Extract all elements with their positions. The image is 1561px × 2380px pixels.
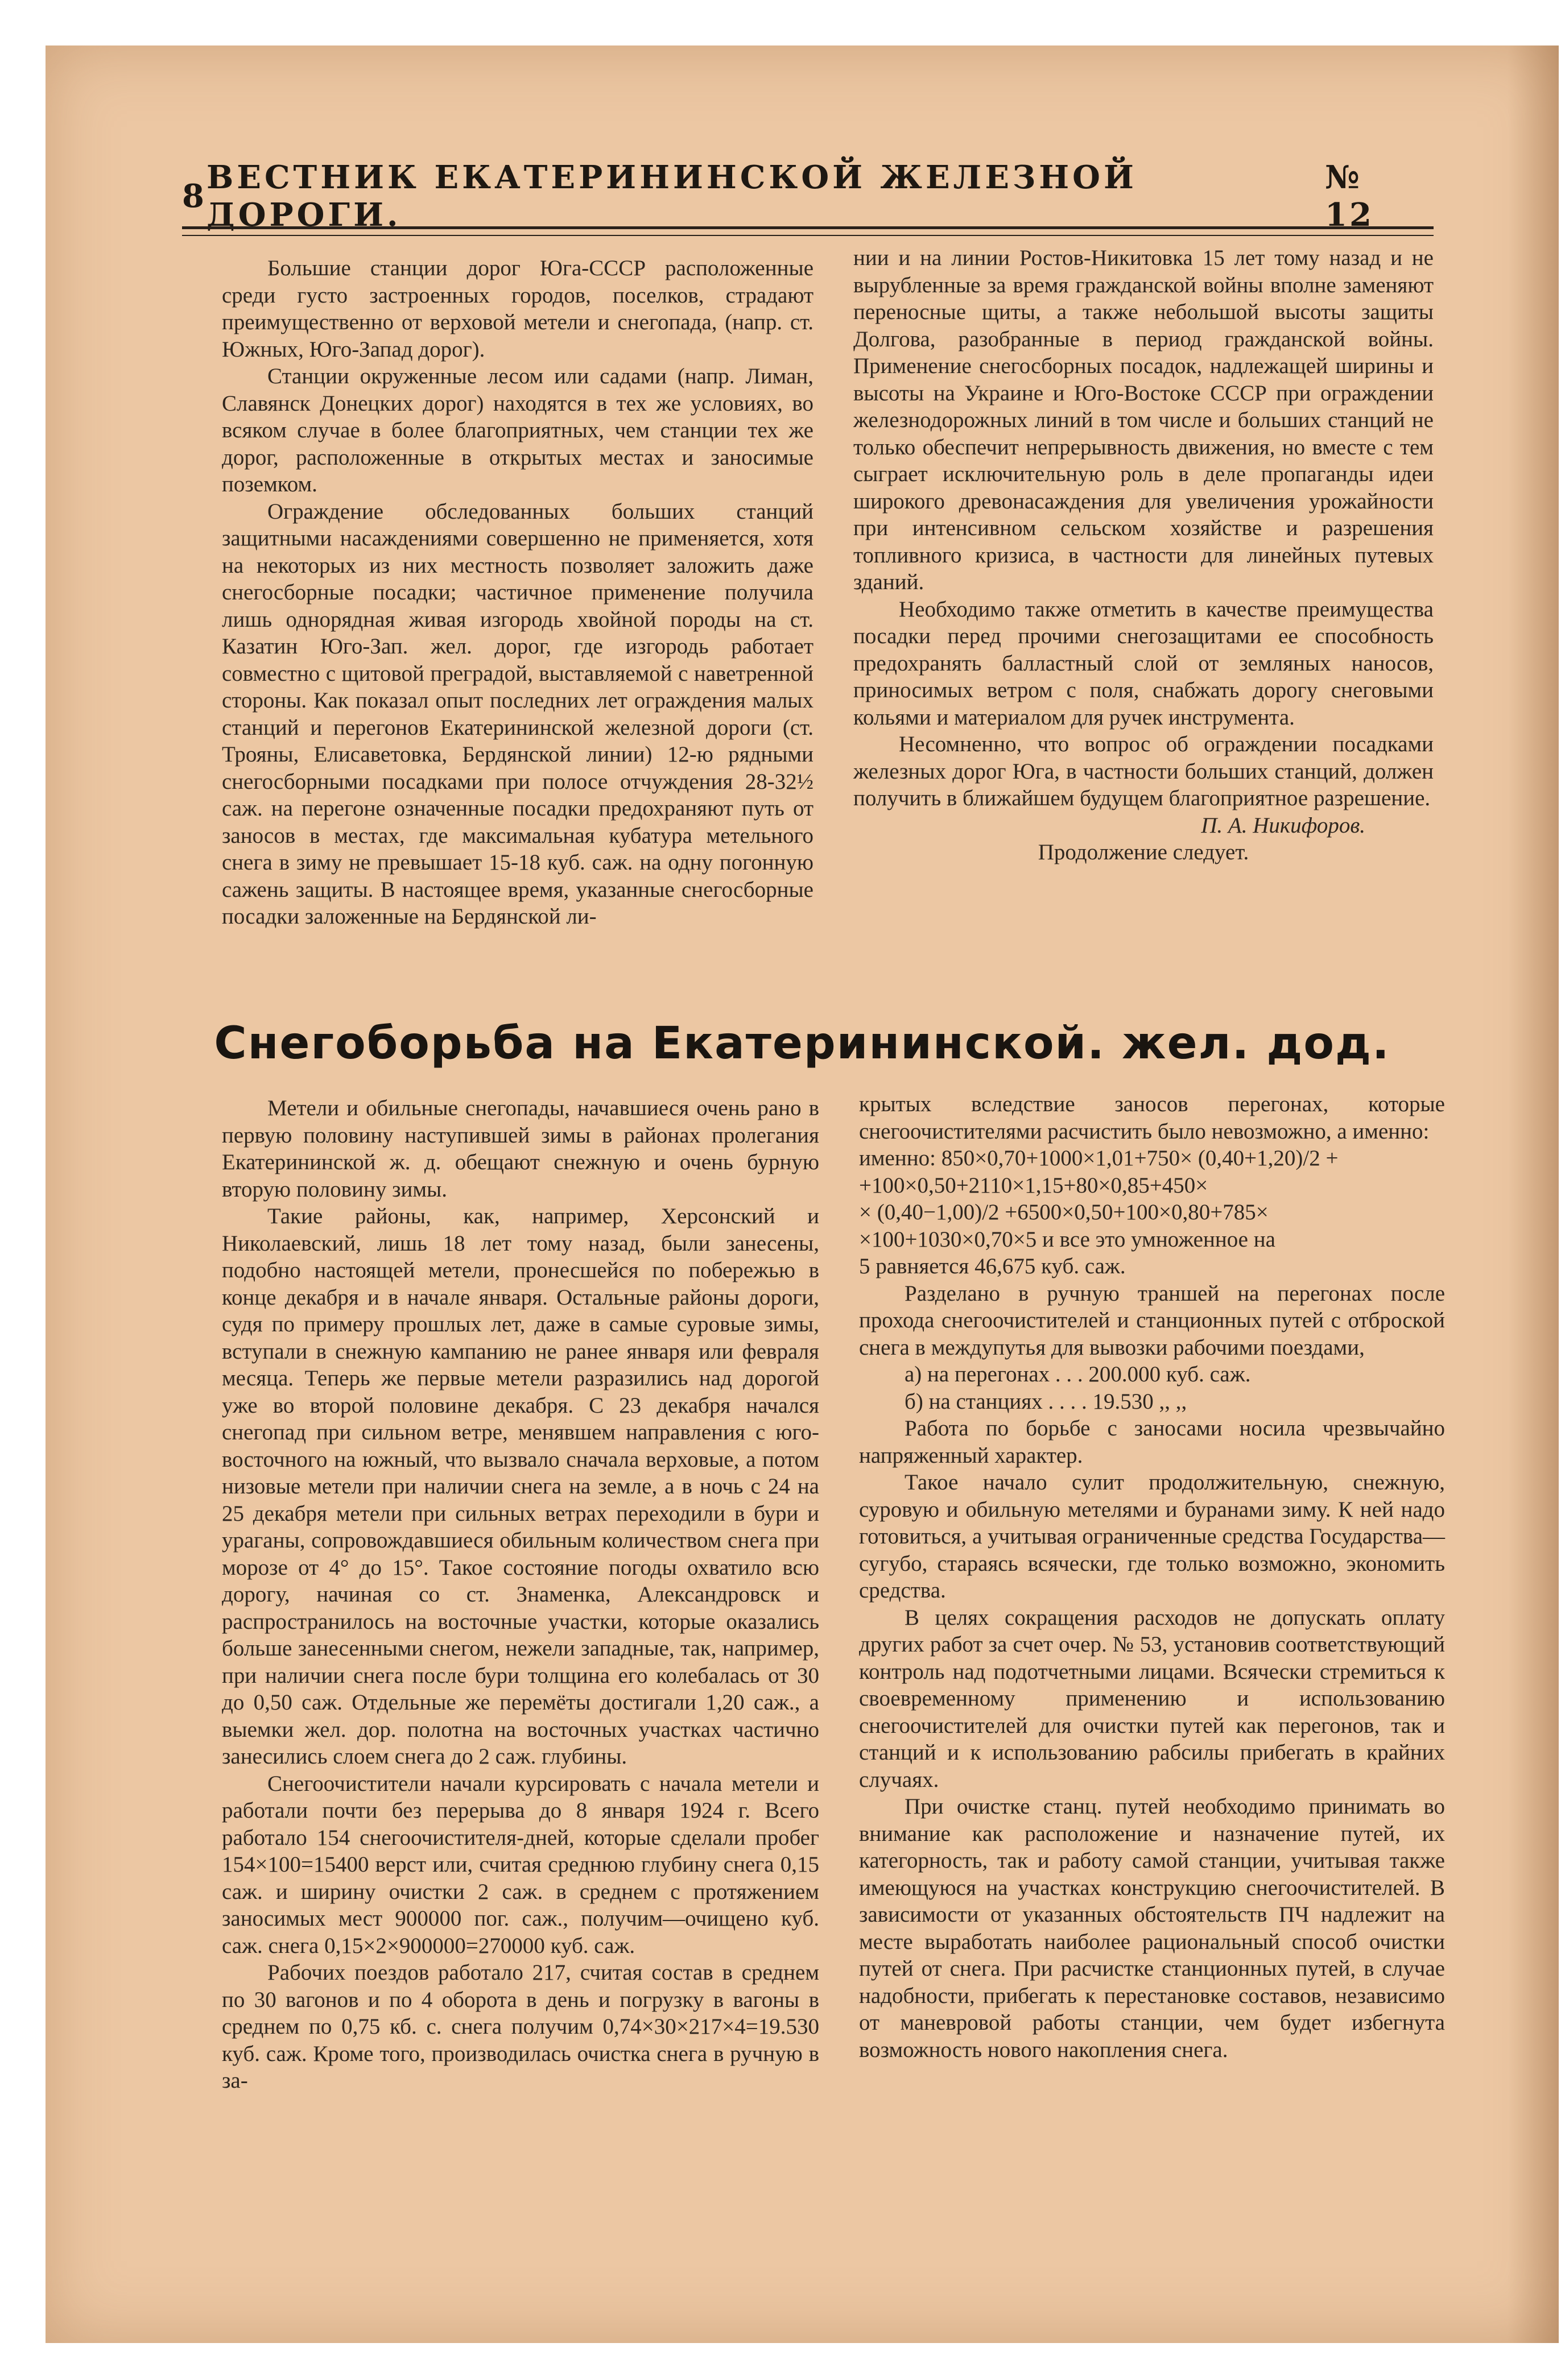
article1-right-column — [853, 245, 1434, 866]
article2-paragraph: Рабочих поездов работало 217, считая состав в среднем по 30 вагонов и по 4 оборота в день и погрузку в вагоны в среднем по 0,75 кб. с. снега получим 0,74×30×217×4=19.530 куб. саж. Кроме того, производилась очистка снега в ручную в за- — [222, 1960, 819, 2093]
article2-headline: Снегоборьба на Екатерининской. жел. дод. — [214, 1018, 1390, 1069]
article1-paragraph: Необходимо также отметить в качестве преимущества посадки перед прочими снегозащитами ее способность предохранять балластный слой от земляных наносов, приносимых ветром с поля, снабжать дорогу снеговыми кольями и материалом для ручек инструмента. — [853, 597, 1434, 730]
amount-line: б) на станциях . . . . 19.530 ,, ,, — [905, 1389, 1187, 1414]
equation-result: 5 равняется 46,675 куб. саж. — [859, 1254, 1126, 1278]
article1-paragraph: нии и на линии Ростов-Никитовка 15 лет тому назад и не вырубленные за время гражданской войны вполне заменяют переносные щиты, а также небольшой высоты защиты Долгова, разобранные в период гражданской войны. Применение снегосборных посадок, надлежащей ширины и высоты на Украине и Юго-Востоке СССР при ограждении железнодорожных линий в том числе и больших станций не только обеспечит непрерывность движения, но вместе с тем сыграет исключительную роль в деле пропаганды идеи широкого древонасаждения для увеличения урожайности при интенсивном сельском хозяйстве и разрешения топливного кризиса, в частности для линейных путевых зданий. — [853, 246, 1434, 594]
amount-line: а) на перегонах . . . 200.000 куб. саж. — [905, 1362, 1251, 1386]
header-rule — [182, 226, 1434, 236]
article2-paragraph: Метели и обильные снегопады, начавшиеся очень рано в первую половину наступившей зимы в районах пролегания Екатерининской ж. д. обещают снежную и очень бурную вторую половину зимы. — [222, 1096, 819, 1202]
page-fold-shadow — [1508, 45, 1559, 2343]
article2-left-column — [222, 1095, 819, 2095]
author-signature: П. А. Никифоров. — [1201, 813, 1365, 838]
article2-paragraph: При очистке станц. путей необходимо принимать во внимание как расположение и назначение путей, их категорность, так и работу самой станции, учитывая также имеющуюся на участках конструкцию снегоочистителей. В зависимости от указанных обстоятельств ПЧ надлежит на месте выработать наиболее рациональный способ очистки путей от снега. При расчистке станционных путей, в случае надобности, прибегать к перестановке составов, независимо от маневровой работы станции, чем будет избегнута возможность нового накопления снега. — [859, 1794, 1445, 2062]
equation-line: именно: 850×0,70+1000×1,01+750× (0,40+1,20)/2 + — [859, 1146, 1339, 1170]
article2-paragraph: В целях сокращения расходов не допускать оплату других работ за счет очер. № 53, установив соответствующий контроль над подотчетными лицами. Всячески стремиться к своевременному применению и использованию снегоочистителей для очистки путей как перегонов, так и станций и к использованию рабсилы прибегать в крайних случаях. — [859, 1605, 1445, 1792]
page-number: 8 — [182, 177, 207, 215]
equation-line: ×100+1030×0,70×5 и все это умноженное на — [859, 1227, 1275, 1252]
issue-number: № 12 — [1325, 159, 1374, 234]
equation-line: × (0,40−1,00)/2 +6500×0,50+100×0,80+785× — [859, 1200, 1269, 1224]
newspaper-title: ВЕСТНИК ЕКАТЕРИНИНСКОЙ ЖЕЛЕЗНОЙ ДОРОГИ. — [206, 159, 1137, 234]
article1-paragraph: Большие станции дорог Юга-СССР расположенные среди густо застроенных городов, поселков, страдают преимущественно от верховой метели и снегопада, (напр. ст. Южных, Юго-Запад дорог). — [222, 256, 813, 362]
article2-paragraph: Такое начало сулит продолжительную, снежную, суровую и обильную метелями и буранами зиму. К ней надо готовиться, а учитывая ограниченные средства Государства—сугубо, стараясь всячески, где только возможно, экономить средства. — [859, 1470, 1445, 1603]
article1-paragraph: Станции окруженные лесом или садами (напр. Лиман, Славянск Донецких дорог) находятся в тех же условиях, во всяком случае в более благоприятных, чем станции тех же дорог, расположенные в открытых местах и заносимые поземком. — [222, 364, 813, 496]
article2-intro: крытых вследствие заносов перегонах, которые снегоочистителями расчистить было невозможно, а именно: — [859, 1092, 1445, 1144]
article2-paragraph: Такие районы, как, например, Херсонский и Николаевский, лишь 18 лет тому назад, были занесены, подобно настоящей метели, пронесшейся по побережью в конце декабря и в начале января. Остальные районы дороги, судя по примеру прошлых лет, даже в самые суровые зимы, вступали в снежную кампанию не ранее января или февраля месяца. Теперь же первые метели разразились над дорогой уже во второй половине декабря. С 23 декабря начался снегопад при сильном ветре, менявшем направления с юго-восточного на южный, что вызвало сначала верховые, а потом низовые метели при наличии снега на земле, а в ночь с 24 на 25 декабря метели при сильных ветрах переходили в бури и ураганы, сопровождавшиеся обильным количеством снега при морозе от 4° до 15°. Такое состояние погоды охватило всю дорогу, начиная со ст. Знаменка, Александровск и распространилось на восточные участки, которые оказались больше занесенными снегом, нежели западные, так, например, при наличии снега после бури толщина его колебалась от 30 до 0,50 саж. Отдельные же перемёты достигали 1,20 саж., а выемки жел. дор. полотна на восточных участках частично занесились слоем снега до 2 саж. глубины. — [222, 1204, 819, 1769]
equation-line: +100×0,50+2110×1,15+80×0,85+450× — [859, 1173, 1208, 1198]
article2-right-column — [859, 1091, 1445, 2063]
page-header — [182, 159, 1422, 234]
article1-left-column — [222, 255, 813, 930]
article1-paragraph: Несомненно, что вопрос об ограждении посадками железных дорог Юга, в частности больших станций, должен получить в ближайшем будущем благоприятное разрешение. — [853, 732, 1434, 810]
article1-paragraph: Ограждение обследованных больших станций защитными насаждениями совершенно не применяется, хотя на некоторых из них местность позволяет заложить даже снегосборные посадки; частичное применение получила лишь однорядная живая изгородь хвойной породы на ст. Казатин Юго-Зап. жел. дорог, где изгородь работает совместно с щитовой преградой, выставляемой с наветренной стороны. Как показал опыт последних лет ограждения малых станций и перегонов Екатерининской железной дороги (ст. Трояны, Елисаветовка, Бердянской линии) 12-ю рядными снегосборными посадками при полосе отчуждения 28-32½ саж. на перегоне означенные посадки предохраняют путь от заносов в местах, где максимальная кубатура метельного снега в зиму не превышает 15-18 куб. саж. на одну погонную сажень защиты. В настоящее время, указанные снегосборные посадки заложенные на Бердянской ли- — [222, 499, 813, 929]
article2-paragraph: Снегоочистители начали курсировать с начала метели и работали почти без перерыва до 8 января 1924 г. Всего работало 154 снегоочистителя-дней, которые сделали пробег 154×100=15400 верст или, считая среднюю глубину снега 0,15 саж. и ширину очистки 2 саж. в среднем с протяжением заносимых мест 900000 пог. саж., получим—очищено куб. саж. снега 0,15×2×900000=270000 куб. саж. — [222, 1771, 819, 1958]
continuation-note: Продолжение следует. — [1038, 840, 1249, 864]
article2-paragraph: Работа по борьбе с заносами носила чрезвычайно напряженный характер. — [859, 1416, 1445, 1468]
article2-paragraph: Разделано в ручную траншей на перегонах после прохода снегоочистителей и станционных путей с отброской снега в междупутья для вывозки рабочими поездами, — [859, 1281, 1445, 1360]
